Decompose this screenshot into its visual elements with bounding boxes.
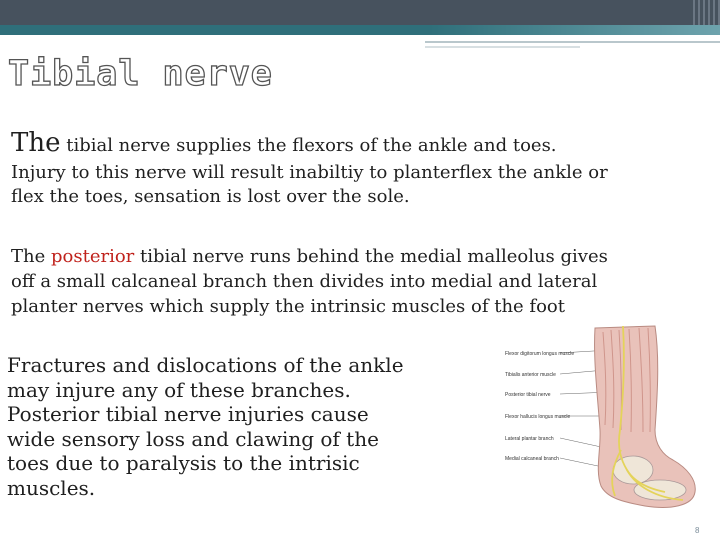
divider-line-short [425, 46, 580, 48]
figure-label: Lateral plantar branch [505, 436, 554, 442]
leg-ankle-drawing [505, 320, 705, 520]
top-banner [0, 0, 720, 25]
figure-label: Medial calcaneal branch [505, 456, 559, 462]
figure-label: Tibialis anterior muscle [505, 372, 556, 378]
anatomy-text-b: tibial nerve runs behind the medial malleolus gives off a small calcaneal branch then divides into medial and lateral planter nerves which supply the intrinsic muscles of the foot [11, 246, 608, 317]
top-banner-stripes [690, 0, 720, 25]
figure-label: Flexor hallucis longus muscle [505, 414, 571, 420]
intro-text: tibial nerve supplies the flexors of the ankle and toes. [60, 135, 557, 156]
slide-title: Tibial nerve [8, 54, 273, 94]
accent-bar-fade [430, 25, 720, 35]
paragraph-fractures: Fractures and dislocations of the ankle may injure any of these branches. Posterior tibial nerve injuries cause wide sensory loss and clawing of the toes due to paralysis to the intrisic muscles. [7, 353, 404, 500]
figure-label: Flexor digitorum longus muscle [505, 351, 575, 357]
highlight-posterior: posterior [50, 246, 135, 267]
paragraph-intro [11, 128, 557, 158]
paragraph-anatomy [11, 244, 611, 319]
intro-lead-word: The [11, 128, 61, 158]
slide-number: 8 [695, 526, 700, 535]
figure-label: Posterior tibial nerve [505, 392, 551, 398]
paragraph-injury: Injury to this nerve will result inabiltiy to planterflex the ankle or flex the toes, sensation is lost over the sole. [11, 162, 608, 207]
divider-line [425, 41, 720, 43]
anatomy-text-a: The [11, 246, 51, 267]
tibial-nerve-illustration [505, 320, 705, 520]
